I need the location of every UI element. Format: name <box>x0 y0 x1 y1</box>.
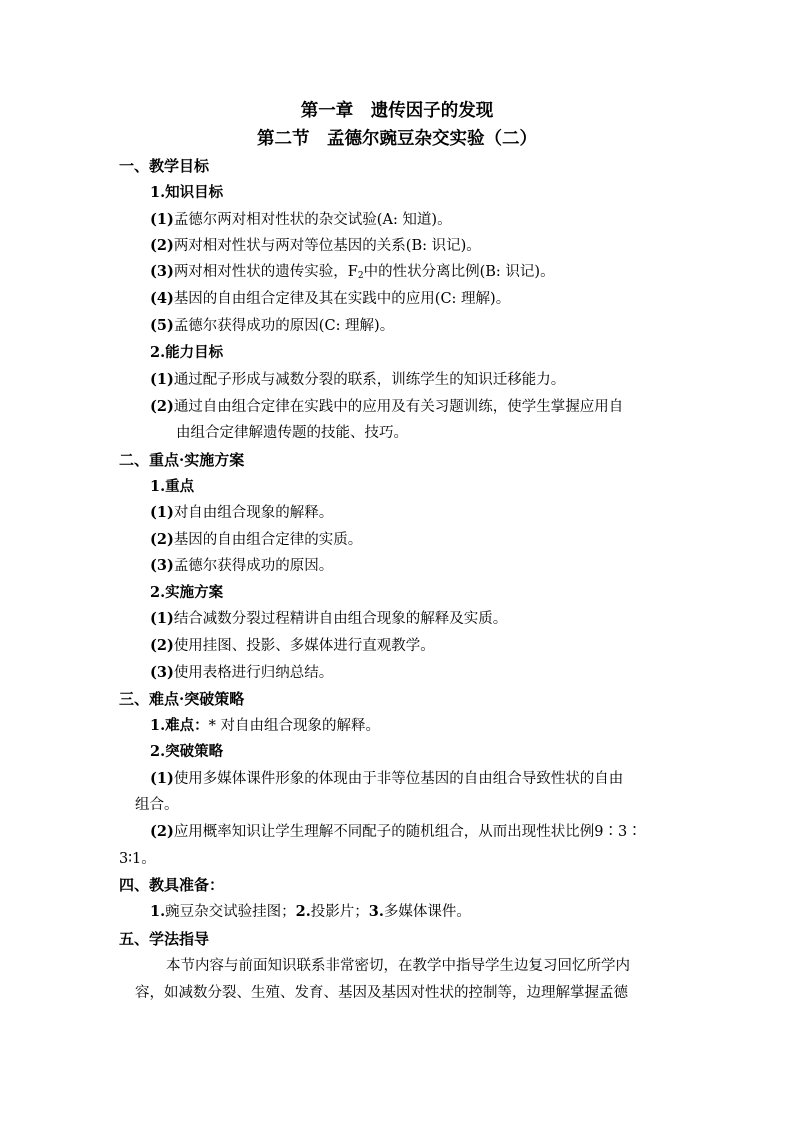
knowledge-goal-2: (2)两对相对性状与两对等位基因的关系(B: 识记)。 <box>150 237 481 254</box>
ability-goals-heading: 2.能力目标 <box>150 344 224 361</box>
ability-goal-2: (2)通过自由组合定律在实践中的应用及有关习题训练，使学生掌握应用自 <box>150 398 624 415</box>
section1-heading: 一、教学目标 <box>119 157 210 175</box>
strategy-heading: 2.突破策略 <box>150 743 224 760</box>
strategy-2: (2)应用概率知识让学生理解不同配子的随机组合，从而出现性状比例9∶3∶ <box>150 823 642 840</box>
knowledge-goal-5: (5)孟德尔获得成功的原因(C: 理解)。 <box>150 317 395 334</box>
study-guide-paragraph-line-1: 本节内容与前面知识联系非常密切，在教学中指导学生边复习回忆所学内 <box>166 958 630 974</box>
implementation-heading: 2.实施方案 <box>150 584 224 601</box>
key-point-2: (2)基因的自由组合定律的实质。 <box>150 531 363 548</box>
key-points-heading: 1.重点 <box>150 478 195 495</box>
section3-heading: 三、难点·突破策略 <box>119 690 245 708</box>
knowledge-goal-4: (4)基因的自由组合定律及其在实践中的应用(C: 理解)。 <box>150 290 511 307</box>
knowledge-goal-1: (1)孟德尔两对相对性状的杂交试验(A: 知道)。 <box>150 211 452 228</box>
section2-heading: 二、重点·实施方案 <box>119 451 245 469</box>
knowledge-goal-3: (3)两对相对性状的遗传实验，$F_2$中的性状分离比例(B: 识记)。 <box>150 263 555 281</box>
implementation-3: (3)使用表格进行归纳总结。 <box>150 664 334 681</box>
section4-heading: 四、教具准备： <box>119 876 225 894</box>
ability-goal-1: (1)通过配子形成与减数分裂的联系，训练学生的知识迁移能力。 <box>150 371 566 388</box>
teaching-aids: 1.豌豆杂交试验挂图；2.投影片；3.多媒体课件。 <box>150 903 471 920</box>
study-guide-paragraph-line-2: 容，如减数分裂、生殖、发育、基因及基因对性状的控制等，边理解掌握孟德 <box>135 985 628 1001</box>
difficulty-line: 1.难点：* 对自由组合现象的解释。 <box>150 717 380 734</box>
strategy-1: (1)使用多媒体课件形象的体现由于非等位基因的自由组合导致性状的自由 <box>150 770 624 787</box>
section-title: 第二节 孟德尔豌豆杂交实验（二） <box>257 129 537 149</box>
strategy-2-continued: 3∶1。 <box>119 851 156 867</box>
strategy-1-continued: 组合。 <box>135 797 179 813</box>
section5-heading: 五、学法指导 <box>119 930 210 948</box>
key-point-1: (1)对自由组合现象的解释。 <box>150 504 334 521</box>
ability-goal-2-continued: 由组合定律解遗传题的技能、技巧。 <box>176 425 408 441</box>
chapter-title: 第一章 遗传因子的发现 <box>300 101 494 121</box>
knowledge-goals-heading: 1.知识目标 <box>150 184 224 201</box>
implementation-2: (2)使用挂图、投影、多媒体进行直观教学。 <box>150 637 435 654</box>
implementation-1: (1)结合减数分裂过程精讲自由组合现象的解释及实质。 <box>150 610 508 627</box>
key-point-3: (3)孟德尔获得成功的原因。 <box>150 557 334 574</box>
